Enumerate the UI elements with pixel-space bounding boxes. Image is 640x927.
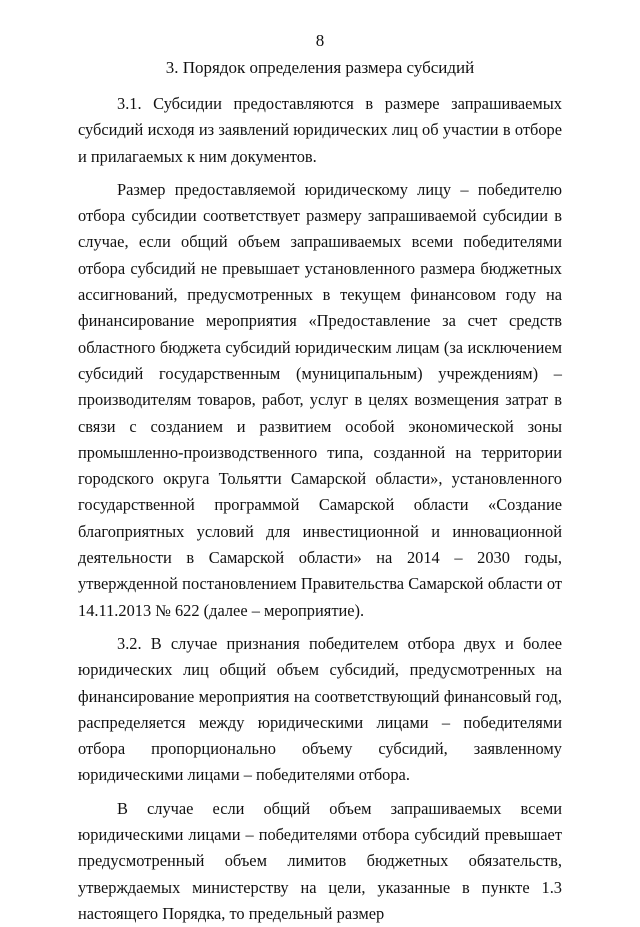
paragraph-3-2: 3.2. В случае признания победителем отбора двух и более юридических лиц общий объем субсидий, предусмотренных на финансирование мероприятия на соответствующий финансовый год, распределяется между юридическими лицами – победителями отбора пропорционально объему субсидий, заявленному юридическими лицами – победителями отбора. — [78, 633, 562, 785]
paragraph-3-1: 3.1. Субсидии предоставляются в размере запрашиваемых субсидий исходя из заявлений юридических лиц об участии в отборе и прилагаемых к ним документов. — [78, 94, 562, 166]
paragraph-subsidy-size: Размер предоставляемой юридическому лицу – победителю отбора субсидии соответствует размеру запрашиваемой субсидии в случае, если общий объем запрашиваемых всеми победителями отбора субсидий не превышает установленного размера бюджетных ассигнований, предусмотренных в текущем финансовом году на финансирование мероприятия «Предоставление за счет средств областного бюджета субсидий юридическим лицам (за исключением субсидий государственным (муниципальным) учреждениям) – производителям товаров, работ, услуг в целях возмещения затрат в связи с созданием и развитием особой экономической зоны промышленно-производственного типа, созданной на территории городского округа Тольятти Самарской области», установленного государственной программой Самарской области «Создание благоприятных условий для инвестиционной и инновационной деятельности в Самарской области» на 2014 – 2030 годы, утвержденной постановлением Правительства Самарской области от 14.11.2013 № 622 (далее – мероприятие). — [78, 179, 562, 620]
page-number: 8 — [315, 31, 325, 50]
paragraph-limit-exceeded: В случае если общий объем запрашиваемых всеми юридическими лицами – победителями отбора субсидий превышает предусмотренный объем лимитов бюджетных обязательств, утверждаемых министерству на цели, указанные в пункте 1.3 настоящего Порядка, то предельный размер — [78, 798, 562, 923]
section-title: 3. Порядок определения размера субсидий — [165, 58, 475, 77]
body-text — [78, 91, 562, 927]
